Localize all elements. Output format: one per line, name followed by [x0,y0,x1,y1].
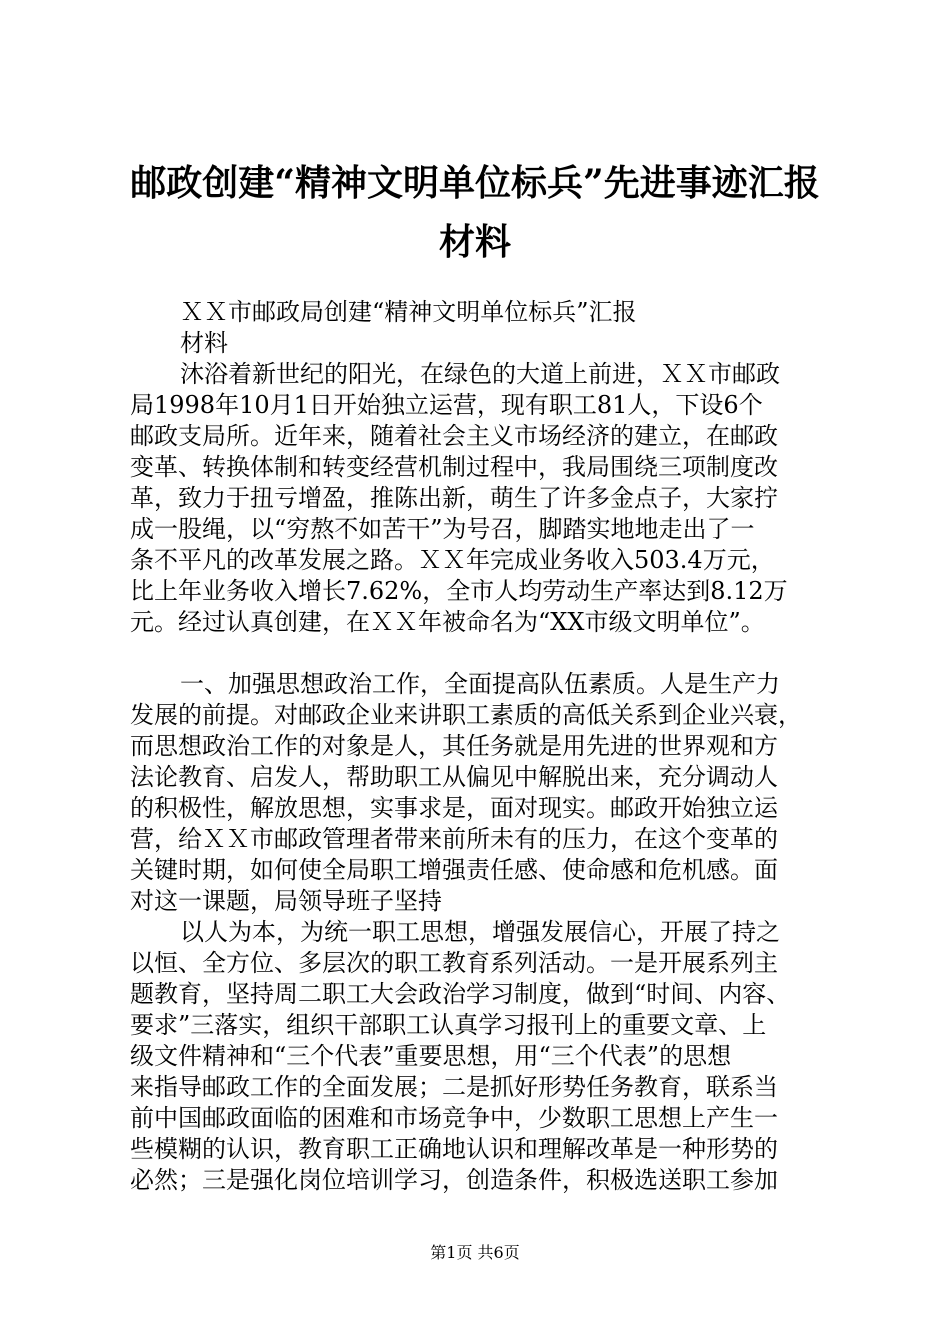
subtitle-line: 材料 [180,329,228,357]
subtitle-line: ＸＸ市邮政局创建“精神文明单位标兵”汇报 [180,298,637,326]
paragraph-line: 营，给ＸＸ市邮政管理者带来前所未有的压力，在这个变革的 [130,825,778,853]
paragraph-line: 沐浴着新世纪的阳光，在绿色的大道上前进，ＸＸ市邮政 [180,360,780,388]
paragraph-line: 的积极性，解放思想，实事求是，面对现实。邮政开始独立运 [130,794,778,822]
paragraph-line: 革，致力于扭亏增盈，推陈出新，萌生了许多金点子，大家拧 [130,484,778,512]
paragraph-line: 元。经过认真创建，在ＸＸ年被命名为“XX市级文明单位”。 [130,608,765,636]
paragraph-line: 些模糊的认识，教育职工正确地认识和理解改革是一种形势的 [130,1135,778,1163]
paragraph-line: 关键时期，如何使全局职工增强责任感、使命感和危机感。面 [130,856,778,884]
paragraph-line: 必然；三是强化岗位培训学习，创造条件，积极选送职工参加 [130,1166,778,1194]
paragraph-line: 法论教育、启发人，帮助职工从偏见中解脱出来，充分调动人 [130,763,778,791]
paragraph-line: 一、加强思想政治工作，全面提高队伍素质。人是生产力 [180,670,780,698]
paragraph-line: 局1998年10月1日开始独立运营，现有职工81人，下设6个 [130,391,763,419]
paragraph-line: 发展的前提。对邮政企业来讲职工素质的高低关系到企业兴衰， [130,701,802,729]
paragraph-line: 题教育，坚持周二职工大会政治学习制度，做到“时间、内容、 [130,980,791,1008]
paragraph-line: 以恒、全方位、多层次的职工教育系列活动。一是开展系列主 [130,949,778,977]
blank-line [130,638,830,669]
page-footer: 第1页 共6页 [430,1243,520,1262]
paragraph-line: 来指导邮政工作的全面发展；二是抓好形势任务教育，联系当 [130,1073,778,1101]
paragraph-line: 成一股绳，以“穷熬不如苦干”为号召，脚踏实地地走出了一 [130,515,755,543]
paragraph-line: 变革、转换体制和转变经营机制过程中，我局围绕三项制度改 [130,453,778,481]
paragraph-line: 对这一课题，局领导班子坚持 [130,887,442,915]
paragraph-line: 而思想政治工作的对象是人，其任务就是用先进的世界观和方 [130,732,778,760]
document-title-line-1: 邮政创建“精神文明单位标兵”先进事迹汇报 [130,162,820,204]
paragraph-line: 比上年业务收入增长7.62%，全市人均劳动生产率达到8.12万 [130,577,788,605]
paragraph-line: 邮政支局所。近年来，随着社会主义市场经济的建立，在邮政 [130,422,778,450]
paragraph-line: 以人为本，为统一职工思想，增强发展信心，开展了持之 [180,918,780,946]
paragraph-line: 前中国邮政面临的困难和市场竞争中，少数职工思想上产生一 [130,1104,778,1132]
paragraph-line: 要求”三落实，组织干部职工认真学习报刊上的重要文章、上 [130,1011,767,1039]
paragraph-line: 级文件精神和“三个代表”重要思想，用“三个代表”的思想 [130,1042,732,1070]
document-title-line-2: 材料 [438,221,511,263]
paragraph-line: 条不平凡的改革发展之路。ＸＸ年完成业务收入503.4万元， [130,546,775,574]
document-body [130,297,830,1196]
